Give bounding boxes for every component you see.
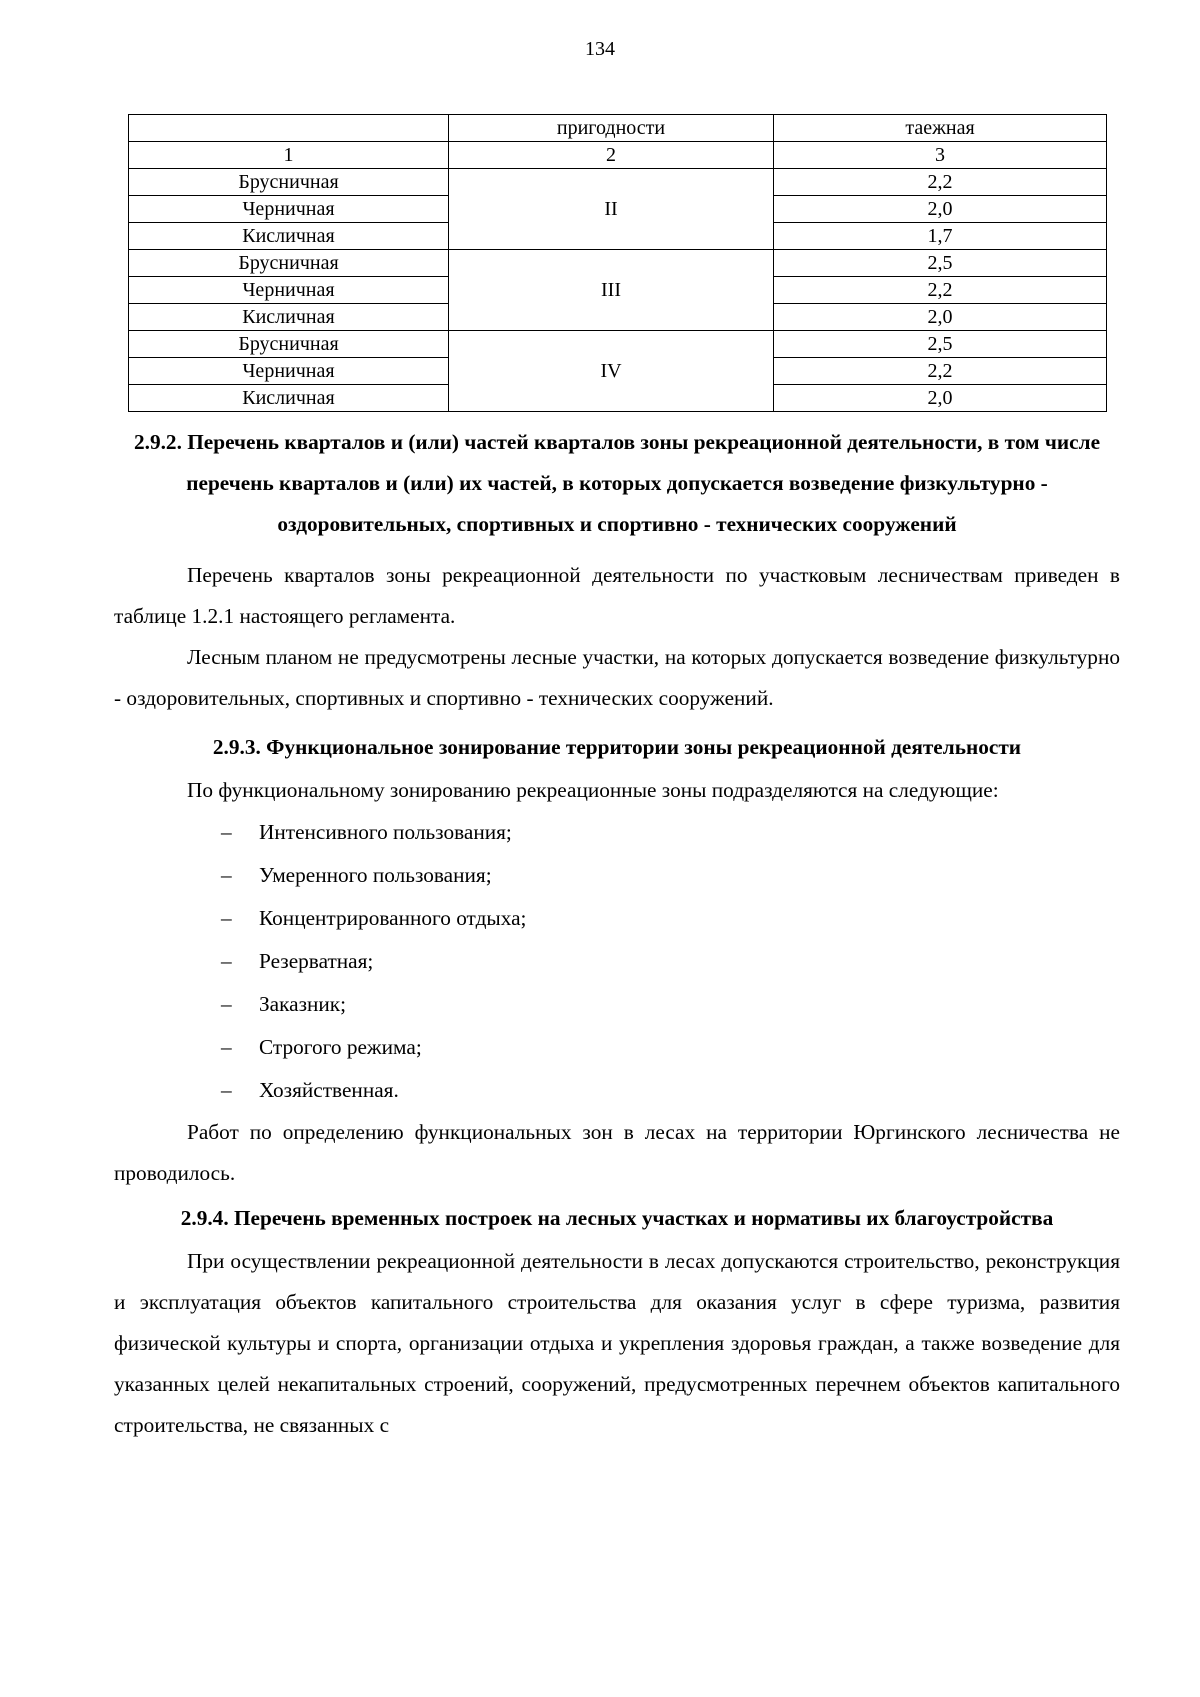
column-number: 1 — [129, 142, 449, 169]
column-number: 3 — [774, 142, 1107, 169]
table-numbering-row — [129, 142, 1107, 169]
list-item-text: Хозяйственная. — [259, 1078, 399, 1102]
table-row — [129, 250, 1107, 277]
table-row — [129, 169, 1107, 196]
forest-type-cell: Черничная — [129, 196, 449, 223]
list-item — [114, 940, 1120, 983]
forest-type-cell: Брусничная — [129, 250, 449, 277]
forest-type-cell: Кисличная — [129, 223, 449, 250]
paragraph: При осуществлении рекреационной деятельности в лесах допускаются строительство, реконструкция и эксплуатация объектов капитального строительства для оказания услуг в сфере туризма, развития физической культуры и спорта, организации отдыха и укрепления здоровья граждан, а также возведение для указанных целей некапитальных строений, сооружений, предусмотренных перечнем объектов капитального строительства, не связанных с — [114, 1249, 1120, 1437]
section-heading-2-9-2: 2.9.2. Перечень кварталов и (или) частей кварталов зоны рекреационной деятельности, в том числе перечень кварталов и (или) их частей, в которых допускается возведение физкультурно - оздоровительных, спортивных и спортивно - технических сооружений — [133, 430, 1101, 536]
suitability-class-cell: III — [449, 250, 774, 331]
table-header-cell: таежная — [774, 115, 1107, 142]
value-cell: 2,0 — [774, 196, 1107, 223]
value-cell: 2,0 — [774, 304, 1107, 331]
page-number: 134 — [585, 38, 615, 60]
list-item-text: Умеренного пользования; — [259, 863, 492, 887]
value-cell: 2,2 — [774, 277, 1107, 304]
list-dash: – — [221, 863, 232, 887]
forest-type-cell: Кисличная — [129, 385, 449, 412]
list-item — [114, 897, 1120, 940]
list-item — [114, 983, 1120, 1026]
value-cell: 2,0 — [774, 385, 1107, 412]
list-item-text: Интенсивного пользования; — [259, 820, 512, 844]
table-header-cell: пригодности — [449, 115, 774, 142]
paragraph: По функциональному зонированию рекреационные зоны подразделяются на следующие: — [187, 778, 999, 802]
list-dash: – — [221, 949, 232, 973]
list-dash: – — [221, 906, 232, 930]
forest-type-cell: Черничная — [129, 277, 449, 304]
document-body — [114, 422, 1120, 1446]
forest-type-cell: Брусничная — [129, 169, 449, 196]
value-cell: 2,2 — [774, 358, 1107, 385]
list-dash: – — [221, 1035, 232, 1059]
forest-type-cell: Брусничная — [129, 331, 449, 358]
list-item-text: Резерватная; — [259, 949, 374, 973]
suitability-class-cell: II — [449, 169, 774, 250]
list-dash: – — [221, 820, 232, 844]
suitability-class-cell: IV — [449, 331, 774, 412]
section-heading-2-9-4: 2.9.4. Перечень временных построек на лесных участках и нормативы их благоустройства — [180, 1206, 1054, 1230]
table-row — [129, 331, 1107, 358]
value-cell: 2,5 — [774, 250, 1107, 277]
table-header-cell — [129, 115, 449, 142]
list-item — [114, 811, 1120, 854]
list-item-text: Заказник; — [259, 992, 347, 1016]
list-dash: – — [221, 992, 232, 1016]
paragraph: Работ по определению функциональных зон в лесах на территории Юргинского лесничества не проводилось. — [114, 1120, 1120, 1185]
value-cell: 2,5 — [774, 331, 1107, 358]
list-item-text: Строгого режима; — [259, 1035, 422, 1059]
value-cell: 1,7 — [774, 223, 1107, 250]
forest-type-table — [128, 114, 1107, 412]
paragraph: Перечень кварталов зоны рекреационной деятельности по участковым лесничествам приведен в таблице 1.2.1 настоящего регламента. — [114, 563, 1120, 628]
list-item — [114, 1026, 1120, 1069]
list-item — [114, 1069, 1120, 1112]
forest-type-cell: Кисличная — [129, 304, 449, 331]
paragraph: Лесным планом не предусмотрены лесные участки, на которых допускается возведение физкультурно - оздоровительных, спортивных и спортивно - технических сооружений. — [114, 645, 1120, 710]
section-heading-2-9-3: 2.9.3. Функциональное зонирование территории зоны рекреационной деятельности — [212, 735, 1022, 759]
value-cell: 2,2 — [774, 169, 1107, 196]
list-dash: – — [221, 1078, 232, 1102]
column-number: 2 — [449, 142, 774, 169]
list-item — [114, 854, 1120, 897]
list-item-text: Концентрированного отдыха; — [259, 906, 527, 930]
forest-type-cell: Черничная — [129, 358, 449, 385]
zone-list — [114, 811, 1120, 1112]
table-header-row — [129, 115, 1107, 142]
